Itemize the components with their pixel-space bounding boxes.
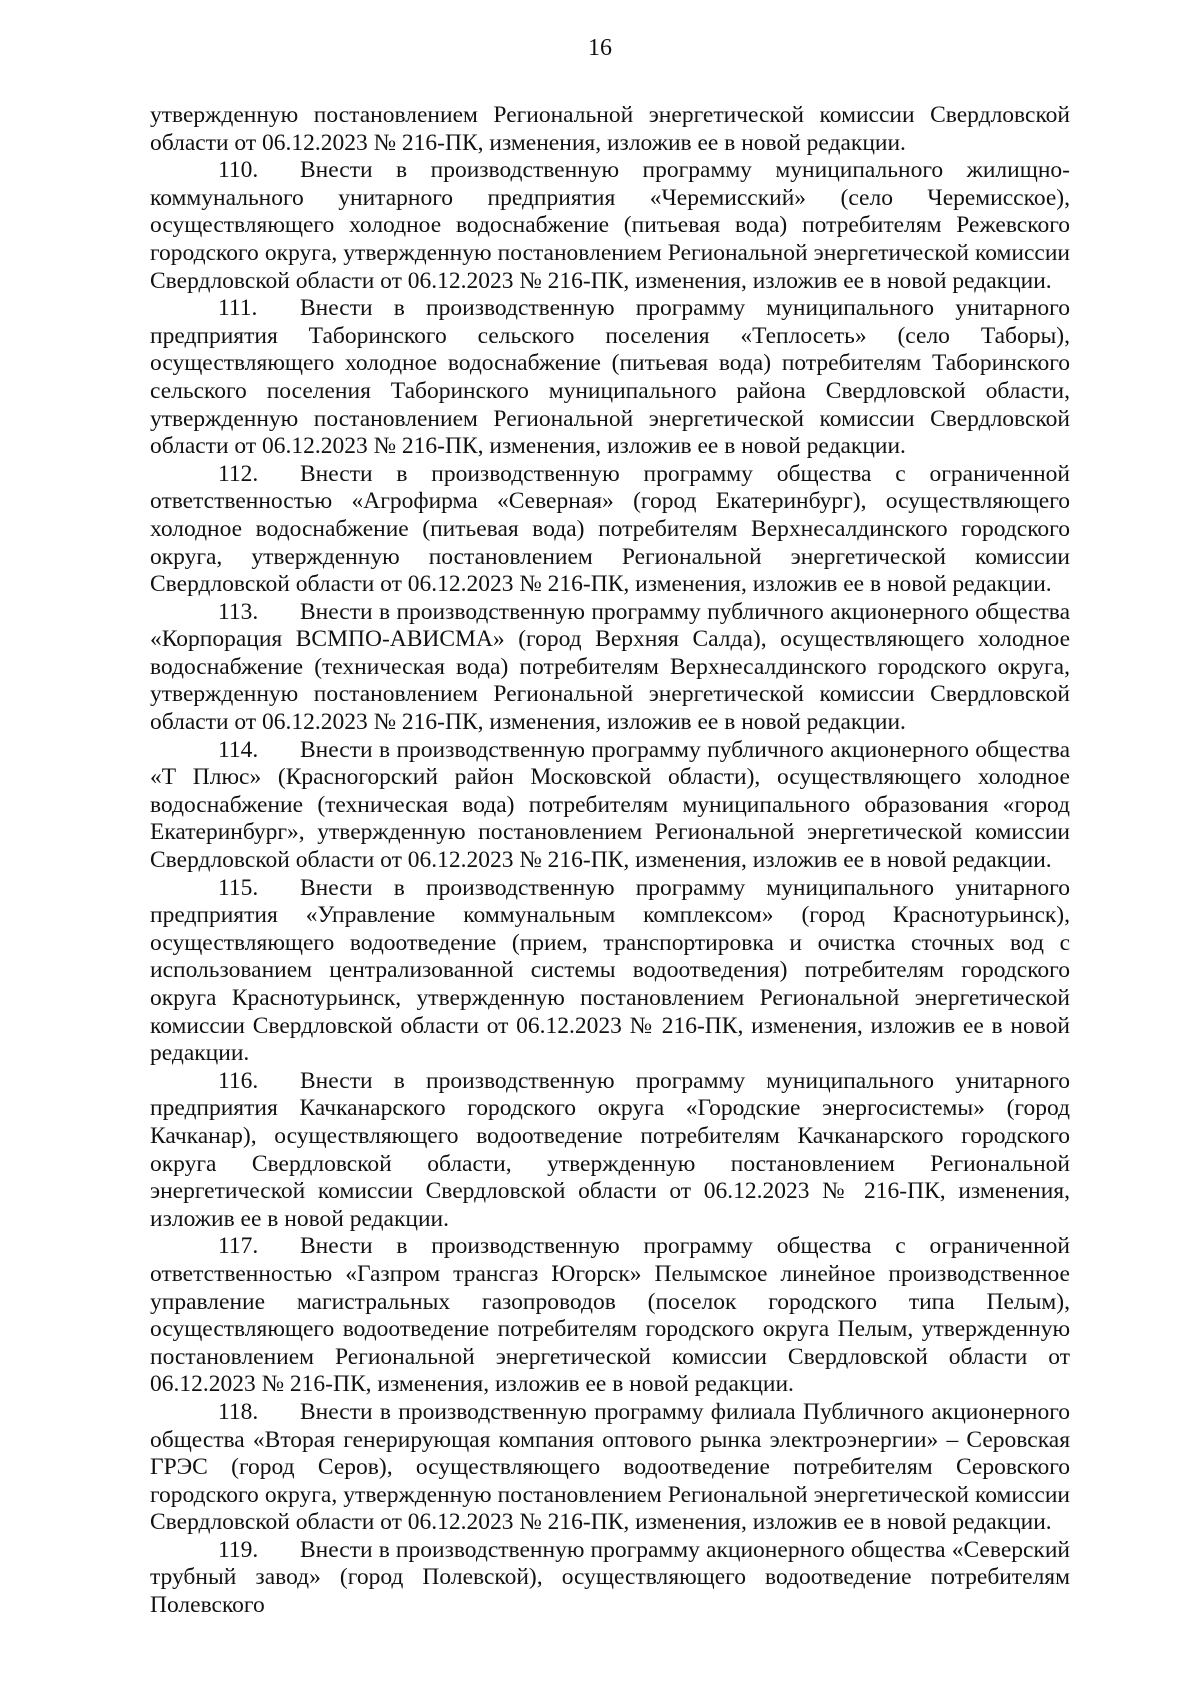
item-text: Внести в производственную программу филиала Публичного акционерного общества «Вторая генерирующая компания оптового рынка электроэнергии» – Серовская ГРЭС (город Серов), осуществляющего водоотведение потребителям Серовского городского округа, утвержденную постановлением Региональной энергетической комиссии Свердловской области от 06.12.2023 № 216-ПК, изменения, изложив ее в новой редакции.	[150, 1398, 1070, 1536]
item-text: Внести в производственную программу муниципального жилищно-коммунального унитарного предприятия «Черемисский» (село Черемисское), осуществляющего холодное водоснабжение (питьевая вода) потребителям Режевского городского округа, утвержденную постановлением Региональной энергетической комиссии Свердловской области от 06.12.2023 № 216-ПК, изменения, изложив ее в новой редакции.	[150, 157, 1070, 294]
list-item	[150, 599, 1070, 737]
item-number: 115.	[218, 874, 259, 901]
item-number: 110.	[218, 157, 259, 184]
item-text: Внести в производственную программу публичного акционерного общества «Корпорация ВСМПО-АВИСМА» (город Верхняя Салда), осуществляющего холодное водоснабжение (техническая вода) потребителям Верхнесалдинского городского округа, утвержденную постановлением Региональной энергетической комиссии Свердловской области от 06.12.2023 № 216-ПК, изменения, изложив ее в новой редакции.	[150, 598, 1070, 736]
item-number: 116.	[218, 1067, 259, 1094]
item-number: 112.	[218, 460, 259, 487]
item-text: Внести в производственную программу общества с ограниченной ответственностью «Газпром трансгаз Югорск» Пелымское линейное производственное управление магистральных газопроводов (поселок городского типа Пелым), осуществляющего водоотведение потребителям городского округа Пелым, утвержденную постановлением Региональной энергетической комиссии Свердловской области от 06.12.2023 № 216-ПК, изменения, изложив ее в новой редакции.	[150, 1233, 1070, 1398]
list-item	[150, 1233, 1070, 1399]
list-item	[150, 1399, 1070, 1537]
list-item	[150, 737, 1070, 875]
item-text: Внести в производственную программу муниципального унитарного предприятия «Управление коммунальным комплексом» (город Краснотурьинск), осуществляющего водоотведение (прием, транспортировка и очистка сточных вод с использованием централизованной системы водоотведения) потребителям городского округа Краснотурьинск, утвержденную постановлением Региональной энергетической комиссии Свердловской области от 06.12.2023 № 216-ПК, изменения, изложив ее в новой редакции.	[150, 874, 1070, 1067]
item-text: Внести в производственную программу акционерного общества «Северский трубный завод» (город Полевской), осуществляющего водоотведение потребителям Полевского	[150, 1536, 1070, 1619]
list-item	[150, 295, 1070, 461]
item-number: 114.	[218, 736, 259, 763]
item-number: 118.	[218, 1398, 259, 1425]
item-number: 117.	[218, 1233, 259, 1260]
item-number: 111.	[218, 295, 258, 322]
list-item	[150, 461, 1070, 599]
list-item	[150, 875, 1070, 1068]
list-item	[150, 1068, 1070, 1234]
document-body	[150, 102, 1070, 1620]
item-text: Внести в производственную программу муниципального унитарного предприятия Качканарского городского округа «Городские энергосистемы» (город Качканар), осуществляющего водоотведение потребителям Качканарского городского округа Свердловской области, утвержденную постановлением Региональной энергетической комиссии Свердловской области от 06.12.2023 № 216-ПК, изменения, изложив ее в новой редакции.	[150, 1067, 1070, 1232]
page-number: 16	[588, 35, 612, 61]
item-text: Внести в производственную программу публичного акционерного общества «Т Плюс» (Красногорский район Московской области), осуществляющего холодное водоснабжение (техническая вода) потребителям муниципального образования «город Екатеринбург», утвержденную постановлением Региональной энергетической комиссии Свердловской области от 06.12.2023 № 216-ПК, изменения, изложив ее в новой редакции.	[150, 736, 1070, 874]
list-item	[150, 157, 1070, 295]
list-item	[150, 1537, 1070, 1620]
item-number: 113.	[218, 598, 259, 625]
item-text: Внести в производственную программу общества с ограниченной ответственностью «Агрофирма «Северная» (город Екатеринбург), осуществляющего холодное водоснабжение (питьевая вода) потребителям Верхнесалдинского городского округа, утвержденную постановлением Региональной энергетической комиссии Свердловской области от 06.12.2023 № 216-ПК, изменения, изложив ее в новой редакции.	[150, 460, 1070, 598]
item-number: 119.	[218, 1536, 259, 1563]
continuation-paragraph: утвержденную постановлением Региональной энергетической комиссии Свердловской области от 06.12.2023 № 216-ПК, изменения, изложив ее в новой редакции.	[150, 102, 1070, 156]
item-text: Внести в производственную программу муниципального унитарного предприятия Таборинского сельского поселения «Теплосеть» (село Таборы), осуществляющего холодное водоснабжение (питьевая вода) потребителям Таборинского сельского поселения Таборинского муниципального района Свердловской области, утвержденную постановлением Региональной энергетической комиссии Свердловской области от 06.12.2023 № 216-ПК, изменения, изложив ее в новой редакции.	[150, 295, 1070, 460]
